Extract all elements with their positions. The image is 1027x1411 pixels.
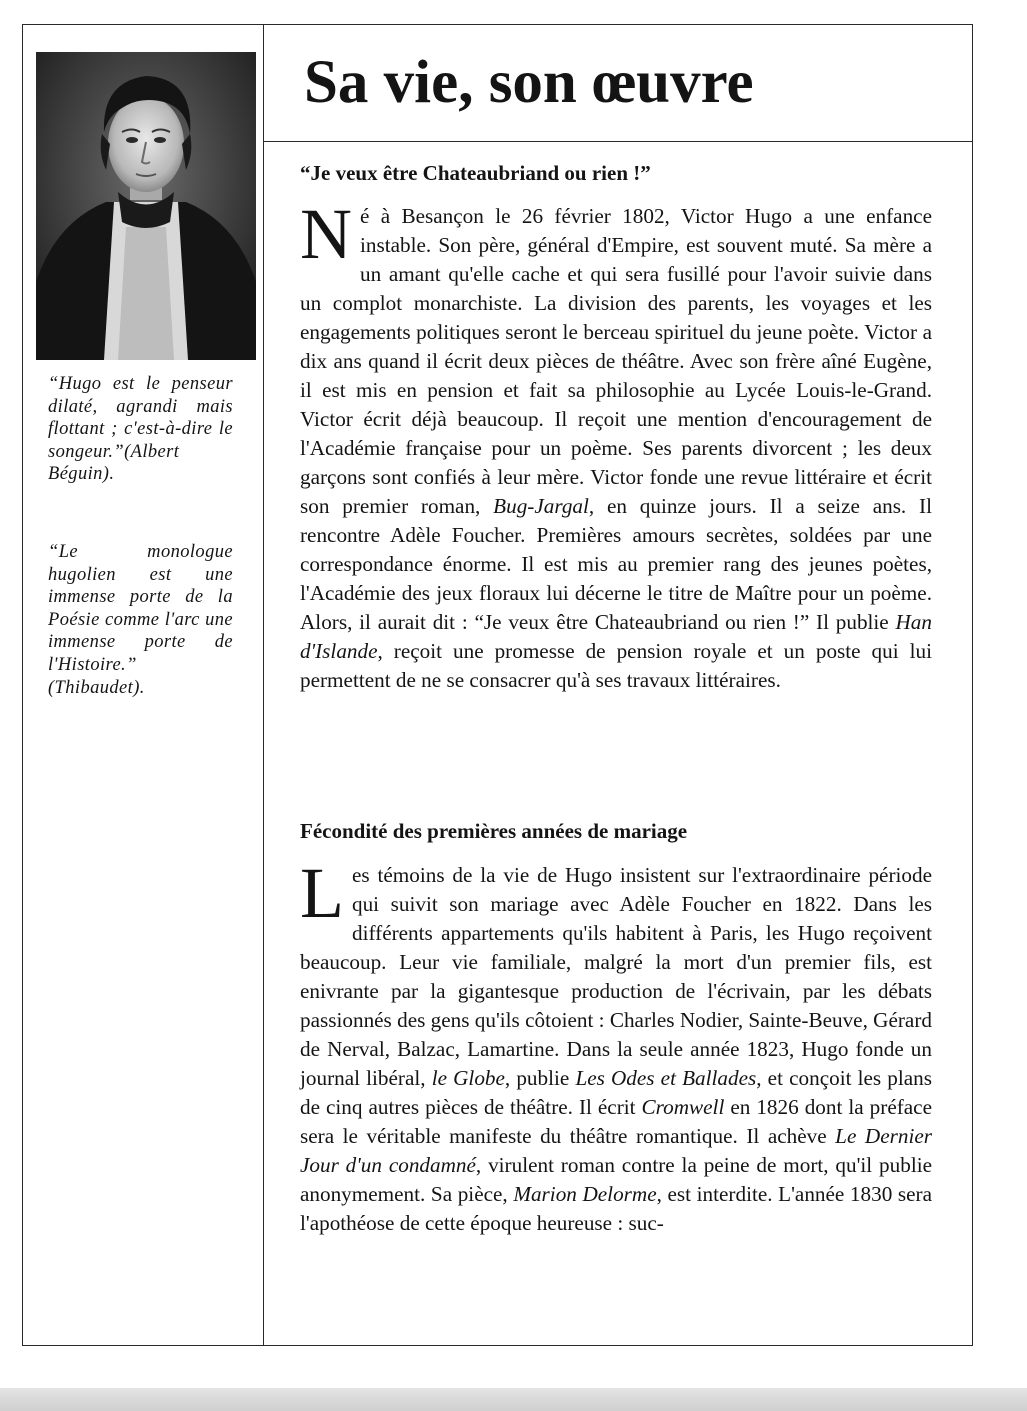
page-bottom-shadow [0, 1388, 1027, 1411]
text-run: , virulent roman contre la peine de mort, qu'il publie anonymement. Sa pièce, [300, 1153, 932, 1206]
sidebar-quote-beguin: “Hugo est le penseur dilaté, agrandi mais flottant ; c'est-à-dire le songeur.”(Albert Béguin). [48, 374, 233, 485]
dropcap-l: L [300, 853, 344, 933]
column-divider [263, 24, 264, 1346]
text-run: , en quinze jours. Il a seize ans. Il rencontre Adèle Foucher. Premières amours secrètes, soldées par une correspondance énorme. Il est mis au premier rang des jeunes poètes, l'Académie des jeux floraux lui décerne le titre de Maître pour un poème. Alors, il aurait dit : “Je veux être Chateaubriand ou rien !” Il publie [300, 494, 932, 634]
section-heading-chateaubriand: “Je veux être Chateaubriand ou rien !” [300, 161, 651, 185]
portrait-image [36, 52, 256, 360]
text-run: é à Besançon le 26 février 1802, Victor Hugo a une enfance instable. Son père, général d'Empire, est souvent muté. Sa mère a un amant qu'elle cache et qui sera fusillé pour l'avoir suivie dans un complot monarchiste. La division des parents, les voyages et les engagements politiques seront le berceau spirituel du jeune poète. Victor a dix ans quand il écrit deux pièces de théâtre. Avec son frère aîné Eugène, il est mis en pension et fait sa philosophie au Lycée Louis-le-Grand. Victor écrit déjà beaucoup. Il reçoit une mention d'encouragement de l'Académie française pour un poème. Ses parents divorcent ; les deux garçons sont confiés à leur mère. Victor fonde une revue littéraire et écrit son premier roman, [300, 204, 932, 518]
text-run: , publie [504, 1066, 576, 1090]
text-run: , reçoit une promesse de pension royale et un poste qui lui permettent de ne se consacrer qu'à ses travaux littéraires. [300, 639, 932, 692]
title-han-islande: Han d'Islande [300, 610, 932, 663]
title-rule [264, 141, 973, 142]
body-paragraph-enfance [300, 194, 932, 695]
portrait-drawing [36, 52, 256, 360]
sidebar-quote-thibaudet: “Le monologue hugolien est une immense porte de la Poésie comme l'arc une immense porte de l'Histoire.” (Thibaudet). [48, 542, 233, 698]
title-odes-ballades: Les Odes et Ballades [575, 1066, 757, 1090]
page-title: Sa vie, son œuvre [304, 49, 754, 116]
title-dernier-jour: Le Dernier Jour d'un condamné [300, 1124, 932, 1177]
text-run: es témoins de la vie de Hugo insistent sur l'extraordinaire période qui suivit son mariage avec Adèle Foucher en 1822. Dans les différents appartements qu'ils habitent à Paris, les Hugo reçoivent beaucoup. Leur vie familiale, malgré la mort d'un premier fils, est enivrante par la gigantesque production de l'écrivain, par les débats passionnés des gens qu'ils côtoient : Charles Nodier, Sainte-Beuve, Gérard de Nerval, Balzac, Lamartine. Dans la seule année 1823, Hugo fonde un journal libéral, [300, 863, 932, 1090]
text-run: , et conçoit les plans de cinq autres pièces de théâtre. Il écrit [300, 1066, 932, 1119]
body-paragraph-mariage [300, 853, 932, 1238]
dropcap-n: N [300, 194, 352, 274]
section-heading-fecondite: Fécondité des premières années de mariage [300, 819, 688, 843]
text-run: en 1826 dont la préface sera le véritable manifeste du théâtre romantique. Il achève [300, 1095, 932, 1148]
title-le-globe: le Globe [431, 1066, 505, 1090]
title-marion-delorme: Marion Delorme [513, 1182, 657, 1206]
title-cromwell: Cromwell [641, 1095, 725, 1119]
text-run: , est interdite. L'année 1830 sera l'apothéose de cette époque heureuse : suc- [300, 1182, 932, 1235]
title-bug-jargal: Bug-Jargal [493, 494, 589, 518]
